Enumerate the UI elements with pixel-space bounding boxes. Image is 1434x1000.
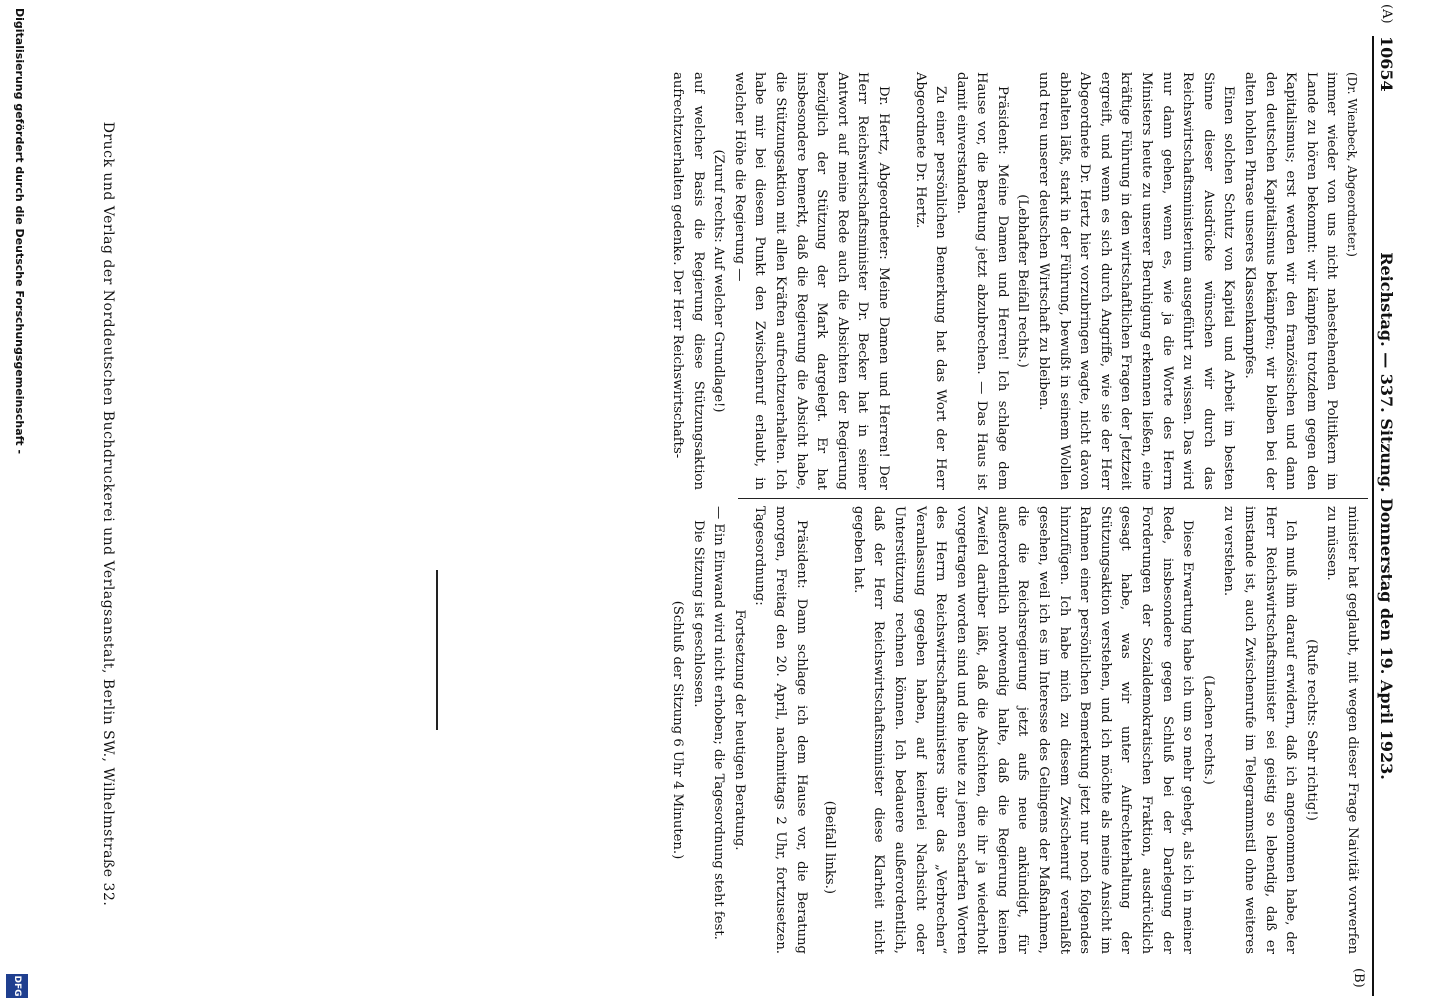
paragraph: Präsident: Dann schlage ich dem Hause vor, die Beratung morgen, Freitag den 20. April, nachmittags 2 Uhr, fortzusetzen. Tagesordnung: <box>752 506 809 954</box>
paragraph: Diese Erwartung habe ich um so mehr gehegt, als ich in meiner Rede, insbesondere gegen Schluß bei der Darlegung der Forderungen der Sozialdemokratischen Fraktion, ausdrücklich gesagt habe, was wir unter Aufrechterhaltung der Stützungsaktion verstehen, und ich möchte als meine Ansicht im Rahmen einer persönlichen Bemerkung jetzt nur noch folgendes hinzufügen. Ich habe mich zu diesem Zwischenruf veranlaßt gesehen, weil ich es im Interesse des Gelingens der Maßnahmen, die die Reichsregierung jetzt aufs neue ankündigt, für außerordentlich notwendig halte, daß die Regierung keinen Zweifel darüber läßt, daß die Absichten, die ihr ja wiederholt vorgetragen worden sind und die heute zu jenen scharfen Worten des Herrn Reichswirtschaftsministers über das „Verbrechen“ Veranlassung gegeben haben, auf keinerlei Nachsicht oder Unterstützung rechnen können. Ich bedauere außerordentlich, daß der Herr Reichswirtschaftsminister diese Klarheit nicht gegeben hat. <box>850 506 1196 954</box>
interjection: (Lachen rechts.) <box>1200 675 1216 785</box>
paragraph: — Ein Einwand wird nicht erhoben; die Tagesordnung steht fest. <box>711 506 727 940</box>
paragraph: auf welcher Basis die Regierung diese Stützungsaktion aufrechtzuerhalten gedenke. Der Herr Reichswirtschafts- <box>670 72 706 490</box>
paragraph: Ich muß ihm darauf erwidern, daß ich angenommen habe, der Herr Reichswirtschaftsminister sei geistig so lebendig, daß er imstande ist, auch Zwischenrufe im Telegrammstil ohne weiteres zu verstehen. <box>1221 506 1299 954</box>
dfg-logo-icon: DFG <box>6 974 28 998</box>
paragraph: Präsident: Meine Damen und Herren! Ich schlage dem Hause vor, die Beratung jetzt abzubrechen. — Das Haus ist damit einverstanden. <box>953 72 1010 490</box>
margin-mark-a: (A) <box>1379 4 1394 24</box>
closing-note: (Schluß der Sitzung 6 Uhr 4 Minuten.) <box>670 600 685 860</box>
interjection: (Zuruf rechts: Auf welcher Grundlage!) <box>711 149 727 413</box>
interjection: (Lebhafter Beifall rechts.) <box>1015 194 1031 368</box>
speaker-header: (Dr. Wienbeck, Abgeordneter.) <box>1345 72 1359 257</box>
end-rule <box>436 570 438 730</box>
funding-note: Digitalisierung gefördert durch die Deutsche Forschungsgemeinschaft - <box>13 8 26 455</box>
paragraph: Zu einer persönlichen Bemerkung hat das Wort der Herr Abgeordnete Dr. Hertz. <box>912 72 949 490</box>
page-number: 10654 <box>1377 36 1396 92</box>
page-title: Reichstag. — 337. Sitzung. Donnerstag den 19. April 1923. <box>1377 252 1396 780</box>
page-header <box>1372 36 1396 996</box>
funding-strip <box>4 0 30 1000</box>
paragraph: Die Sitzung ist geschlossen. <box>690 520 706 708</box>
right-column <box>666 506 1362 954</box>
left-column <box>666 72 1362 490</box>
margin-mark-b: (B) <box>1351 968 1366 988</box>
paragraph: Einen solchen Schutz von Kapital und Arbeit im besten Sinne dieser Ausdrücke wünschen wir durch das Reichswirtschaftsministerium ausgeführt zu wissen. Das wird nur dann gehen, wenn es, wie ja die Worte des Herrn Ministers heute zu unserer Beruhigung erkennen ließen, eine kräftige Führung in den wirtschaftlichen Fragen der Jetztzeit ergreift, und wenn es sich durch Angriffe, wie sie der Herr Abgeordnete Dr. Hertz hier vorzubringen wagte, nicht davon abhalten läßt, stark in der Führung, bewußt in seinem Wollen und treu unserer deutschen Wirtschaft zu bleiben. <box>1036 72 1237 490</box>
interjection: (Beifall links.) <box>822 800 838 894</box>
interjection: (Rufe rechts: Sehr richtig!) <box>1303 639 1319 821</box>
agenda-item: Fortsetzung der heutigen Beratung. <box>731 609 747 851</box>
paragraph: Dr. Hertz, Abgeordneter: Meine Damen und Herren! Der Herr Reichswirtschaftsminister Dr. Becker hat in seiner Antwort auf meine Rede auch die Absichten der Regierung bezüglich der Stützung der Mark dargelegt. Er hat insbesondere bemerkt, daß die Regierung die Absicht habe, die Stützungsaktion mit allen Kräften aufrechtzuerhalten. Ich habe mir bei diesem Punkt den Zwischenruf erlaubt, in welcher Höhe die Regierung — <box>731 72 891 490</box>
printer-imprint: Druck und Verlag der Norddeutschen Buchdruckerei und Verlagsanstalt, Berlin SW., Wilhelmstraße 32. <box>100 121 116 907</box>
column-divider <box>738 498 1368 499</box>
paragraph: immer wieder von uns nicht nahestehenden Politikern im Lande zu hören bekommt: wir kämpfen trotzdem gegen den Kapitalismus; erst werden wir den französischen und dann den deutschen Kapitalismus bekämpfen; wir bleiben bei der alten hohlen Phrase unseres Klassenkampfes. <box>1242 72 1340 490</box>
paragraph: minister hat geglaubt, mit wegen dieser Frage Naivität vorwerfen zu müssen. <box>1324 506 1360 954</box>
